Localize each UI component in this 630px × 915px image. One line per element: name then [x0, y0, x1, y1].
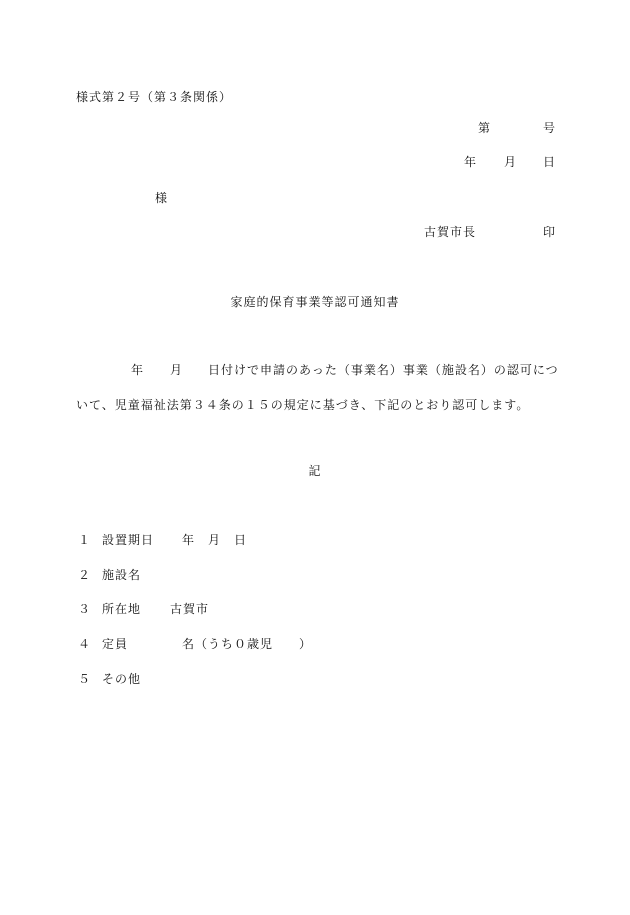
item-label: 設置期日: [102, 533, 155, 547]
body-year: 年: [131, 363, 145, 377]
date-month: 月: [504, 155, 518, 169]
body-line2: いて、児童福祉法第３４条の１５の規定に基づき、下記のとおり認可します。: [76, 398, 530, 412]
addressee-suffix: 様: [155, 191, 169, 205]
doc-number-prefix: 第: [478, 121, 492, 135]
item-label: 所在地: [102, 602, 142, 616]
item-label: 施設名: [102, 568, 142, 582]
item-label: その他: [102, 672, 142, 686]
date-day: 日: [543, 155, 557, 169]
item-number: ４: [78, 637, 92, 651]
document-title: 家庭的保育事業等認可通知書: [230, 295, 400, 309]
item-number: ５: [78, 672, 92, 686]
item-label: 定員: [102, 637, 129, 651]
ki-heading: 記: [308, 464, 322, 478]
form-number: 様式第２号（第３条関係）: [76, 90, 233, 104]
item-number: ２: [78, 568, 92, 582]
date-year: 年: [464, 155, 478, 169]
issuer-seal: 印: [543, 225, 557, 239]
body-month: 月: [170, 363, 184, 377]
item-number: １: [78, 533, 92, 547]
item-value: 名（うち０歳児 ）: [182, 637, 313, 651]
item-value: 年 月 日: [182, 533, 248, 547]
item-value: 古賀市: [170, 602, 210, 616]
body-line1: 日付けで申請のあった（事業名）事業（施設名）の認可につ: [208, 363, 559, 377]
item-number: ３: [78, 602, 92, 616]
doc-number-suffix: 号: [543, 121, 557, 135]
issuer-name: 古賀市長: [424, 225, 477, 239]
